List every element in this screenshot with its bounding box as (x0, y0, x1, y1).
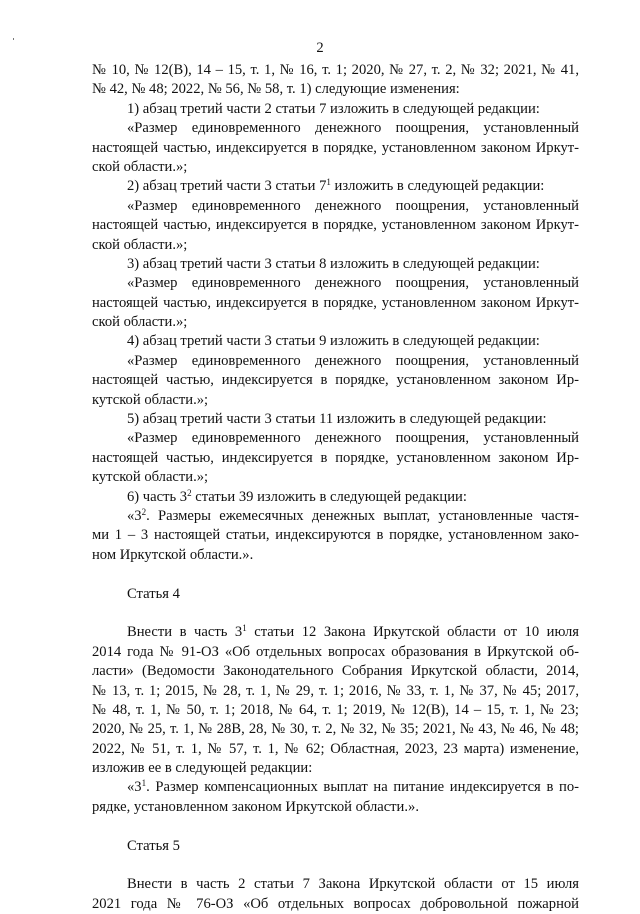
text-segment: 3) абзац третий части 3 статьи 8 изложить в следующей редакции: (127, 255, 540, 272)
text-line (92, 720, 579, 739)
superscript: 2 (187, 487, 192, 498)
text-line (92, 61, 579, 80)
text-segment: 1) абзац третий части 2 статьи 7 изложить в следующей редакции: (127, 100, 540, 117)
text-line (92, 80, 579, 99)
text-segment: изложить в следующей редакции: (330, 178, 545, 195)
text-segment: № 10, № 12(В), 14 – 15, т. 1, № 16, т. 1; 2020, № 27, т. 2, № 32; 2021, № 41, (92, 62, 579, 78)
text-segment: «Размер единовременного денежного поощрения, установленный (127, 120, 579, 137)
text-line (92, 177, 579, 196)
text-line (92, 623, 579, 642)
text-line (92, 391, 579, 410)
text-segment: статьи 39 изложить в следующей редакции: (191, 488, 467, 505)
text-line (92, 778, 579, 797)
text-segment: 2021 года № 76-ОЗ «Об отдельных вопросах добровольной пожарной (92, 895, 579, 912)
text-segment: статьи 12 Закона Иркутской области от 10 июля (246, 624, 579, 641)
text-line (92, 429, 579, 448)
text-line (92, 740, 579, 759)
text-segment: ласти» (Ведомости Законодательного Собрания Иркутской области, 2014, (92, 663, 579, 680)
text-segment: кутской области.»; (92, 391, 209, 408)
text-segment: «3 (127, 779, 142, 796)
text-line (92, 507, 579, 526)
page-number: 2 (316, 40, 324, 56)
text-line (92, 313, 579, 332)
text-line (92, 449, 579, 468)
text-line (92, 585, 579, 604)
text-segment: . Размеры ежемесячных денежных выплат, установленные частя- (146, 507, 579, 524)
text-line (92, 662, 579, 681)
text-segment: . Размер компенсационных выплат на питание индексируется в по- (146, 779, 579, 796)
text-line (92, 236, 579, 255)
text-segment: «Размер единовременного денежного поощрения, установленный (127, 197, 579, 214)
text-line (92, 158, 579, 177)
paragraph-gap (92, 565, 579, 584)
text-segment: кутской области.»; (92, 469, 209, 486)
text-segment: «Размер единовременного денежного поощрения, установленный (127, 275, 579, 292)
paragraph-gap (92, 604, 579, 623)
text-segment: «Размер единовременного денежного поощрения, установленный (127, 352, 579, 369)
text-segment: ном Иркутской области.». (92, 546, 254, 563)
text-line (92, 255, 579, 274)
text-line (92, 352, 579, 371)
text-segment: 6) часть 3 (127, 488, 188, 505)
text-segment: «3 (127, 507, 142, 524)
text-line (92, 488, 579, 507)
text-segment: 2014 года № 91-ОЗ «Об отдельных вопросах образования в Иркутской об- (92, 643, 579, 660)
text-line (92, 526, 579, 545)
text-line (92, 643, 579, 662)
text-segment: 2020, № 25, т. 1, № 28В, 28, № 30, т. 2, № 32, № 35; 2021, № 43, № 46, № 48; (92, 721, 579, 738)
paragraph-gap (92, 856, 579, 875)
text-line (92, 139, 579, 158)
text-line (92, 546, 579, 565)
text-line (92, 759, 579, 778)
text-line (92, 274, 579, 293)
text-line (92, 332, 579, 351)
text-segment: 2) абзац третий части 3 статьи 7 (127, 178, 327, 195)
superscript: 1 (141, 778, 147, 789)
text-line (92, 798, 579, 817)
text-line (92, 701, 579, 720)
text-segment: настоящей частью, индексируется в порядке, установленном законом Иркут- (92, 294, 579, 311)
text-line (92, 371, 579, 390)
paragraph-gap (92, 817, 579, 836)
text-segment: ской области.»; (92, 314, 188, 331)
text-segment: настоящей частью, индексируется в порядке, установленном законом Иркут- (92, 139, 579, 156)
text-segment: ской области.»; (92, 236, 188, 253)
text-segment: 4) абзац третий части 3 статьи 9 изложить в следующей редакции: (127, 333, 540, 350)
text-line (92, 682, 579, 701)
text-segment: ми 1 – 3 настоящей статьи, индексируются в порядке, установленном зако- (92, 527, 579, 544)
text-segment: Внести в часть 2 статьи 7 Закона Иркутской области от 15 июля (127, 876, 579, 893)
text-line (92, 410, 579, 429)
text-line (92, 468, 579, 487)
text-line (92, 875, 579, 894)
text-line (92, 216, 579, 235)
text-segment: Внести в часть 3 (127, 624, 243, 641)
text-segment: № 42, № 48; 2022, № 56, № 58, т. 1) следующие изменения: (92, 81, 460, 98)
text-line (92, 100, 579, 119)
superscript: 2 (141, 506, 147, 517)
text-segment: Статья 5 (127, 837, 180, 854)
text-segment: 2022, № 51, т. 1, № 57, т. 1, № 62; Областная, 2023, 23 марта) изменение, (92, 740, 579, 757)
text-segment: настоящей частью, индексируется в порядке, установленном законом Ир- (92, 449, 579, 466)
text-segment: ской области.»; (92, 158, 188, 175)
document-body (92, 61, 579, 914)
text-line (92, 294, 579, 313)
text-segment: настоящей частью, индексируется в порядке, установленном законом Иркут- (92, 217, 579, 234)
text-segment: изложив ее в следующей редакции: (92, 760, 313, 777)
text-segment: 5) абзац третий части 3 статьи 11 изложить в следующей редакции: (127, 411, 547, 428)
text-segment: № 13, т. 1; 2015, № 28, т. 1, № 29, т. 1; 2016, № 33, т. 1, № 37, № 45; 2017, (92, 682, 579, 699)
text-line (92, 119, 579, 138)
text-segment: Статья 4 (127, 585, 180, 602)
text-segment: рядке, установленном законом Иркутской области.». (92, 798, 419, 815)
text-segment: «Размер единовременного денежного поощрения, установленный (127, 430, 579, 447)
superscript: 1 (242, 623, 247, 634)
text-line (92, 197, 579, 216)
text-segment: настоящей частью, индексируется в порядке, установленном законом Ир- (92, 372, 579, 389)
text-segment: № 48, т. 1, № 50, т. 1; 2018, № 64, т. 1; 2019, № 12(В), 14 – 15, т. 1, № 23; (92, 701, 579, 718)
superscript: 1 (326, 177, 331, 188)
text-line (92, 837, 579, 856)
text-line (92, 895, 579, 914)
